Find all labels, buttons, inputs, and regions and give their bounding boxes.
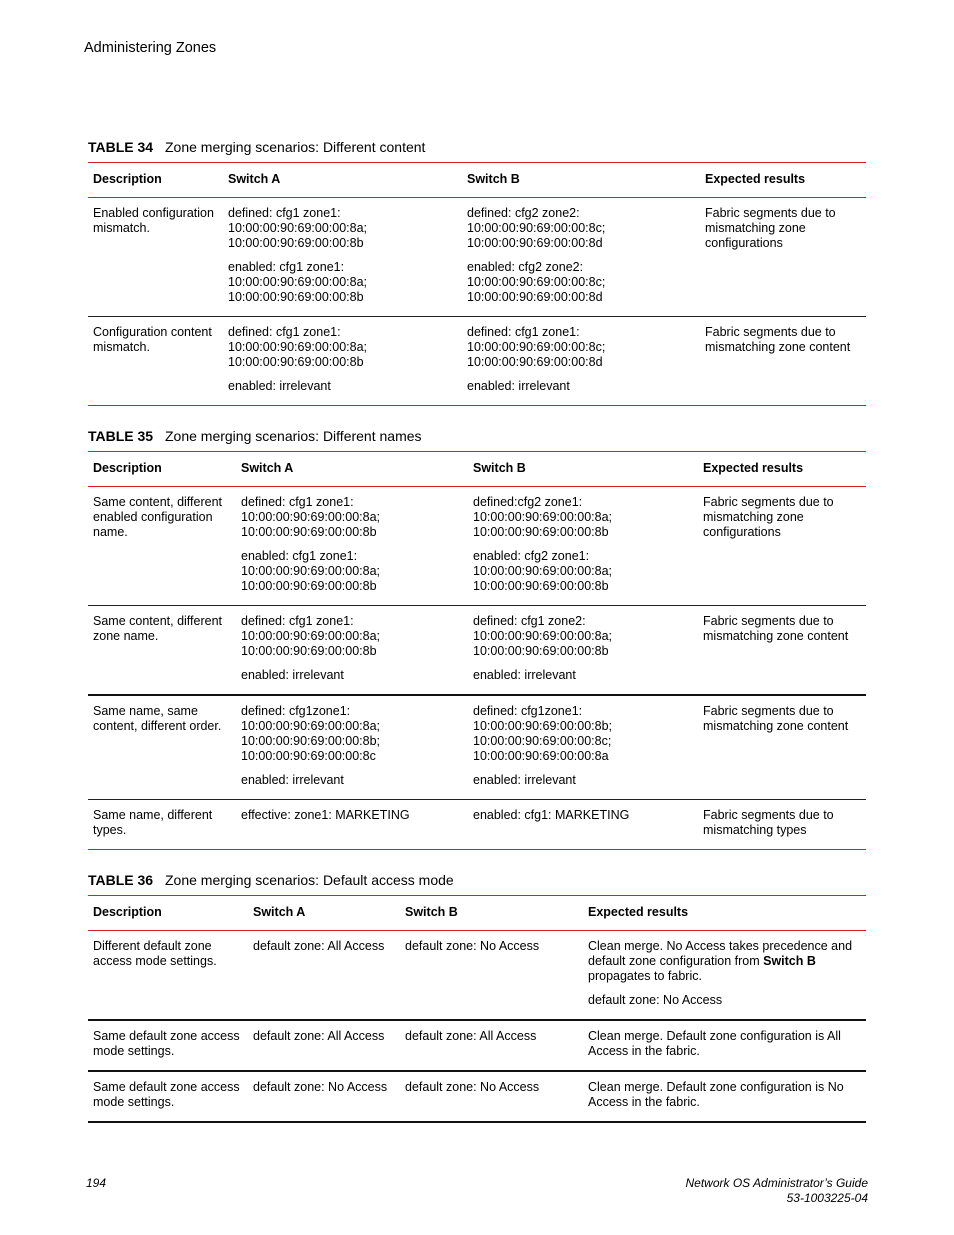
text-line: defined: cfg1 zone1: — [241, 495, 354, 509]
cell-switch-b — [468, 487, 698, 606]
text-line: default zone: No Access — [588, 993, 723, 1007]
text-line: enabled: cfg2 zone1: — [473, 549, 590, 563]
text-line: 10:00:00:90:69:00:00:8b — [473, 644, 609, 658]
text-line: 10:00:00:90:69:00:00:8b — [473, 525, 609, 539]
text-line: configurations — [703, 525, 781, 539]
cell-description — [88, 695, 236, 800]
table-row — [88, 317, 866, 406]
table-35-title: Zone merging scenarios: Different names — [164, 428, 422, 444]
text-line: 10:00:00:90:69:00:00:8b — [228, 355, 364, 369]
column-header-expected-results: Expected results — [700, 163, 866, 198]
column-header-switch-b: Switch B — [462, 163, 700, 198]
cell-expected-results — [700, 317, 866, 406]
text-line: Same default zone access — [93, 1080, 240, 1094]
text-line: 10:00:00:90:69:00:00:8a; — [228, 221, 368, 235]
text-line: 10:00:00:90:69:00:00:8a; — [473, 510, 613, 524]
column-header-description: Description — [88, 163, 223, 198]
text-line: 10:00:00:90:69:00:00:8b; — [241, 734, 381, 748]
text-line: Same name, different — [93, 808, 213, 822]
text-line: enabled: irrelevant — [228, 379, 331, 393]
table-34-header-row — [88, 163, 866, 198]
text-line: 10:00:00:90:69:00:00:8d — [467, 236, 603, 250]
cell-switch-a — [223, 317, 462, 406]
text-line: 10:00:00:90:69:00:00:8a — [473, 749, 609, 763]
column-header-expected-results: Expected results — [698, 452, 866, 487]
text-line: mismatching zone content — [703, 629, 849, 643]
text-line: Configuration content — [93, 325, 212, 339]
bold-text-run: Switch B — [763, 954, 816, 968]
table-34-caption — [88, 139, 425, 155]
table-36 — [88, 895, 866, 1123]
text-line: mismatching zone content — [705, 340, 851, 354]
cell-description — [88, 1020, 248, 1071]
text-line: configurations — [705, 236, 783, 250]
cell-description — [88, 800, 236, 850]
column-header-switch-b: Switch B — [400, 896, 583, 931]
text-line: Same content, different — [93, 495, 223, 509]
text-line: 10:00:00:90:69:00:00:8b; — [473, 719, 613, 733]
text-line: 10:00:00:90:69:00:00:8a; — [473, 629, 613, 643]
text-line: defined: cfg1 zone2: — [473, 614, 586, 628]
cell-switch-a — [236, 606, 468, 696]
text-line: enabled: irrelevant — [241, 773, 344, 787]
cell-switch-a: default zone: All Access — [248, 1020, 400, 1071]
result-text: Clean merge. Default zone configuration is No Access in the fabric. — [588, 1080, 844, 1109]
cell-description — [88, 317, 223, 406]
text-line: mismatching zone — [705, 221, 806, 235]
text-line: enabled: cfg1 zone1: — [241, 549, 358, 563]
text-line: Fabric segments due to — [703, 495, 834, 509]
table-35-caption — [88, 428, 422, 444]
text-line: defined: cfg1 zone1: — [228, 206, 341, 220]
text-line: defined:cfg2 zone1: — [473, 495, 583, 509]
text-line: defined: cfg1 zone1: — [228, 325, 341, 339]
text-line: defined: cfg1zone1: — [241, 704, 351, 718]
cell-switch-b — [462, 198, 700, 317]
text-line: Same default zone access — [93, 1029, 240, 1043]
text-line: 10:00:00:90:69:00:00:8b — [241, 644, 377, 658]
cell-switch-b: default zone: No Access — [400, 1071, 583, 1122]
text-line: enabled: irrelevant — [467, 379, 570, 393]
running-header: Administering Zones — [84, 40, 217, 56]
text-line: access mode settings. — [93, 954, 217, 968]
result-text — [588, 939, 861, 984]
text-line: name. — [93, 525, 128, 539]
text-line: 10:00:00:90:69:00:00:8b — [228, 236, 364, 250]
text-line: 10:00:00:90:69:00:00:8b — [241, 579, 377, 593]
text-line: 10:00:00:90:69:00:00:8a; — [228, 275, 368, 289]
text-line: Fabric segments due to — [703, 704, 834, 718]
text-line: 10:00:00:90:69:00:00:8b — [241, 525, 377, 539]
text-run: propagates to fabric. — [588, 969, 702, 983]
table-row — [88, 1020, 866, 1071]
column-header-switch-a: Switch A — [248, 896, 400, 931]
text-line: defined: cfg1zone1: — [473, 704, 583, 718]
text-line: Same name, same — [93, 704, 198, 718]
column-header-description: Description — [88, 896, 248, 931]
text-line: Same content, different — [93, 614, 223, 628]
column-header-switch-a: Switch A — [223, 163, 462, 198]
cell-expected-results — [583, 1071, 866, 1122]
table-35-header-row — [88, 452, 866, 487]
cell-description — [88, 606, 236, 696]
table-34 — [88, 162, 866, 406]
table-row — [88, 1071, 866, 1122]
table-row — [88, 487, 866, 606]
text-line: 10:00:00:90:69:00:00:8d — [467, 290, 603, 304]
text-line: enabled configuration — [93, 510, 213, 524]
doc-number: 53-1003225-04 — [786, 1191, 868, 1205]
text-line: defined: cfg2 zone2: — [467, 206, 580, 220]
text-line: 10:00:00:90:69:00:00:8a; — [241, 629, 381, 643]
text-line: Enabled configuration — [93, 206, 214, 220]
table-row — [88, 800, 866, 850]
text-line: 10:00:00:90:69:00:00:8d — [467, 355, 603, 369]
text-line: enabled: cfg1: MARKETING — [473, 808, 630, 822]
cell-description — [88, 931, 248, 1021]
text-line: 10:00:00:90:69:00:00:8a; — [473, 564, 613, 578]
column-header-switch-a: Switch A — [236, 452, 468, 487]
text-line: mode settings. — [93, 1095, 175, 1109]
text-line: Different default zone — [93, 939, 212, 953]
table-34-title: Zone merging scenarios: Different content — [164, 139, 426, 155]
text-line: mismatch. — [93, 340, 150, 354]
table-35 — [88, 451, 866, 850]
cell-switch-b: default zone: All Access — [400, 1020, 583, 1071]
table-36-title: Zone merging scenarios: Default access mode — [164, 872, 454, 888]
text-line: 10:00:00:90:69:00:00:8c; — [467, 340, 606, 354]
text-line: 10:00:00:90:69:00:00:8a; — [228, 340, 368, 354]
text-line: Fabric segments due to — [705, 325, 836, 339]
text-line: enabled: cfg2 zone2: — [467, 260, 584, 274]
cell-expected-results — [583, 1020, 866, 1071]
cell-switch-b — [468, 695, 698, 800]
cell-switch-a — [236, 487, 468, 606]
column-header-description: Description — [88, 452, 236, 487]
table-35-label: TABLE 35 — [88, 428, 154, 444]
table-36-caption — [88, 872, 454, 888]
footer-doc-info — [685, 1176, 868, 1206]
cell-description — [88, 198, 223, 317]
text-line: enabled: irrelevant — [241, 668, 344, 682]
text-line: Fabric segments due to — [703, 614, 834, 628]
text-line: 10:00:00:90:69:00:00:8a; — [241, 719, 381, 733]
text-line: mismatch. — [93, 221, 150, 235]
text-line: enabled: irrelevant — [473, 773, 576, 787]
text-line: mismatching zone — [703, 510, 804, 524]
text-line: 10:00:00:90:69:00:00:8b — [228, 290, 364, 304]
text-line: 10:00:00:90:69:00:00:8c; — [473, 734, 612, 748]
cell-switch-a — [236, 800, 468, 850]
table-row — [88, 931, 866, 1021]
cell-expected-results — [583, 931, 866, 1021]
text-line: mode settings. — [93, 1044, 175, 1058]
cell-switch-b — [468, 800, 698, 850]
cell-description — [88, 487, 236, 606]
text-line: enabled: cfg1 zone1: — [228, 260, 345, 274]
text-line: zone name. — [93, 629, 159, 643]
cell-expected-results — [698, 800, 866, 850]
cell-switch-b — [462, 317, 700, 406]
text-run: Clean merge. No Access takes precedence and default zone configuration from — [588, 939, 853, 968]
cell-expected-results — [700, 198, 866, 317]
cell-expected-results — [698, 487, 866, 606]
text-line: enabled: irrelevant — [473, 668, 576, 682]
table-row — [88, 606, 866, 696]
text-line: defined: cfg1 zone1: — [241, 614, 354, 628]
page-number: 194 — [86, 1176, 107, 1190]
text-line: content, different order. — [93, 719, 222, 733]
text-line: 10:00:00:90:69:00:00:8a; — [241, 510, 381, 524]
table-row — [88, 198, 866, 317]
text-line: effective: zone1: MARKETING — [241, 808, 410, 822]
cell-switch-a: default zone: No Access — [248, 1071, 400, 1122]
text-line: Fabric segments due to — [705, 206, 836, 220]
text-line: 10:00:00:90:69:00:00:8b — [473, 579, 609, 593]
doc-title: Network OS Administrator’s Guide — [685, 1176, 868, 1190]
cell-expected-results — [698, 695, 866, 800]
column-header-switch-b: Switch B — [468, 452, 698, 487]
cell-switch-a — [223, 198, 462, 317]
text-line: mismatching zone content — [703, 719, 849, 733]
column-header-expected-results: Expected results — [583, 896, 866, 931]
cell-switch-a: default zone: All Access — [248, 931, 400, 1021]
text-line: mismatching types — [703, 823, 807, 837]
text-line: types. — [93, 823, 127, 837]
cell-expected-results — [698, 606, 866, 696]
text-line: Fabric segments due to — [703, 808, 834, 822]
result-text: Clean merge. Default zone configuration is All Access in the fabric. — [588, 1029, 841, 1058]
text-line: 10:00:00:90:69:00:00:8c — [241, 749, 376, 763]
cell-switch-b — [468, 606, 698, 696]
cell-switch-b: default zone: No Access — [400, 931, 583, 1021]
text-line: 10:00:00:90:69:00:00:8a; — [241, 564, 381, 578]
text-line: 10:00:00:90:69:00:00:8c; — [467, 221, 606, 235]
table-36-label: TABLE 36 — [88, 872, 154, 888]
table-36-header-row — [88, 896, 866, 931]
text-line: 10:00:00:90:69:00:00:8c; — [467, 275, 606, 289]
text-line: defined: cfg1 zone1: — [467, 325, 580, 339]
table-row — [88, 695, 866, 800]
cell-switch-a — [236, 695, 468, 800]
table-34-label: TABLE 34 — [88, 139, 154, 155]
cell-description — [88, 1071, 248, 1122]
